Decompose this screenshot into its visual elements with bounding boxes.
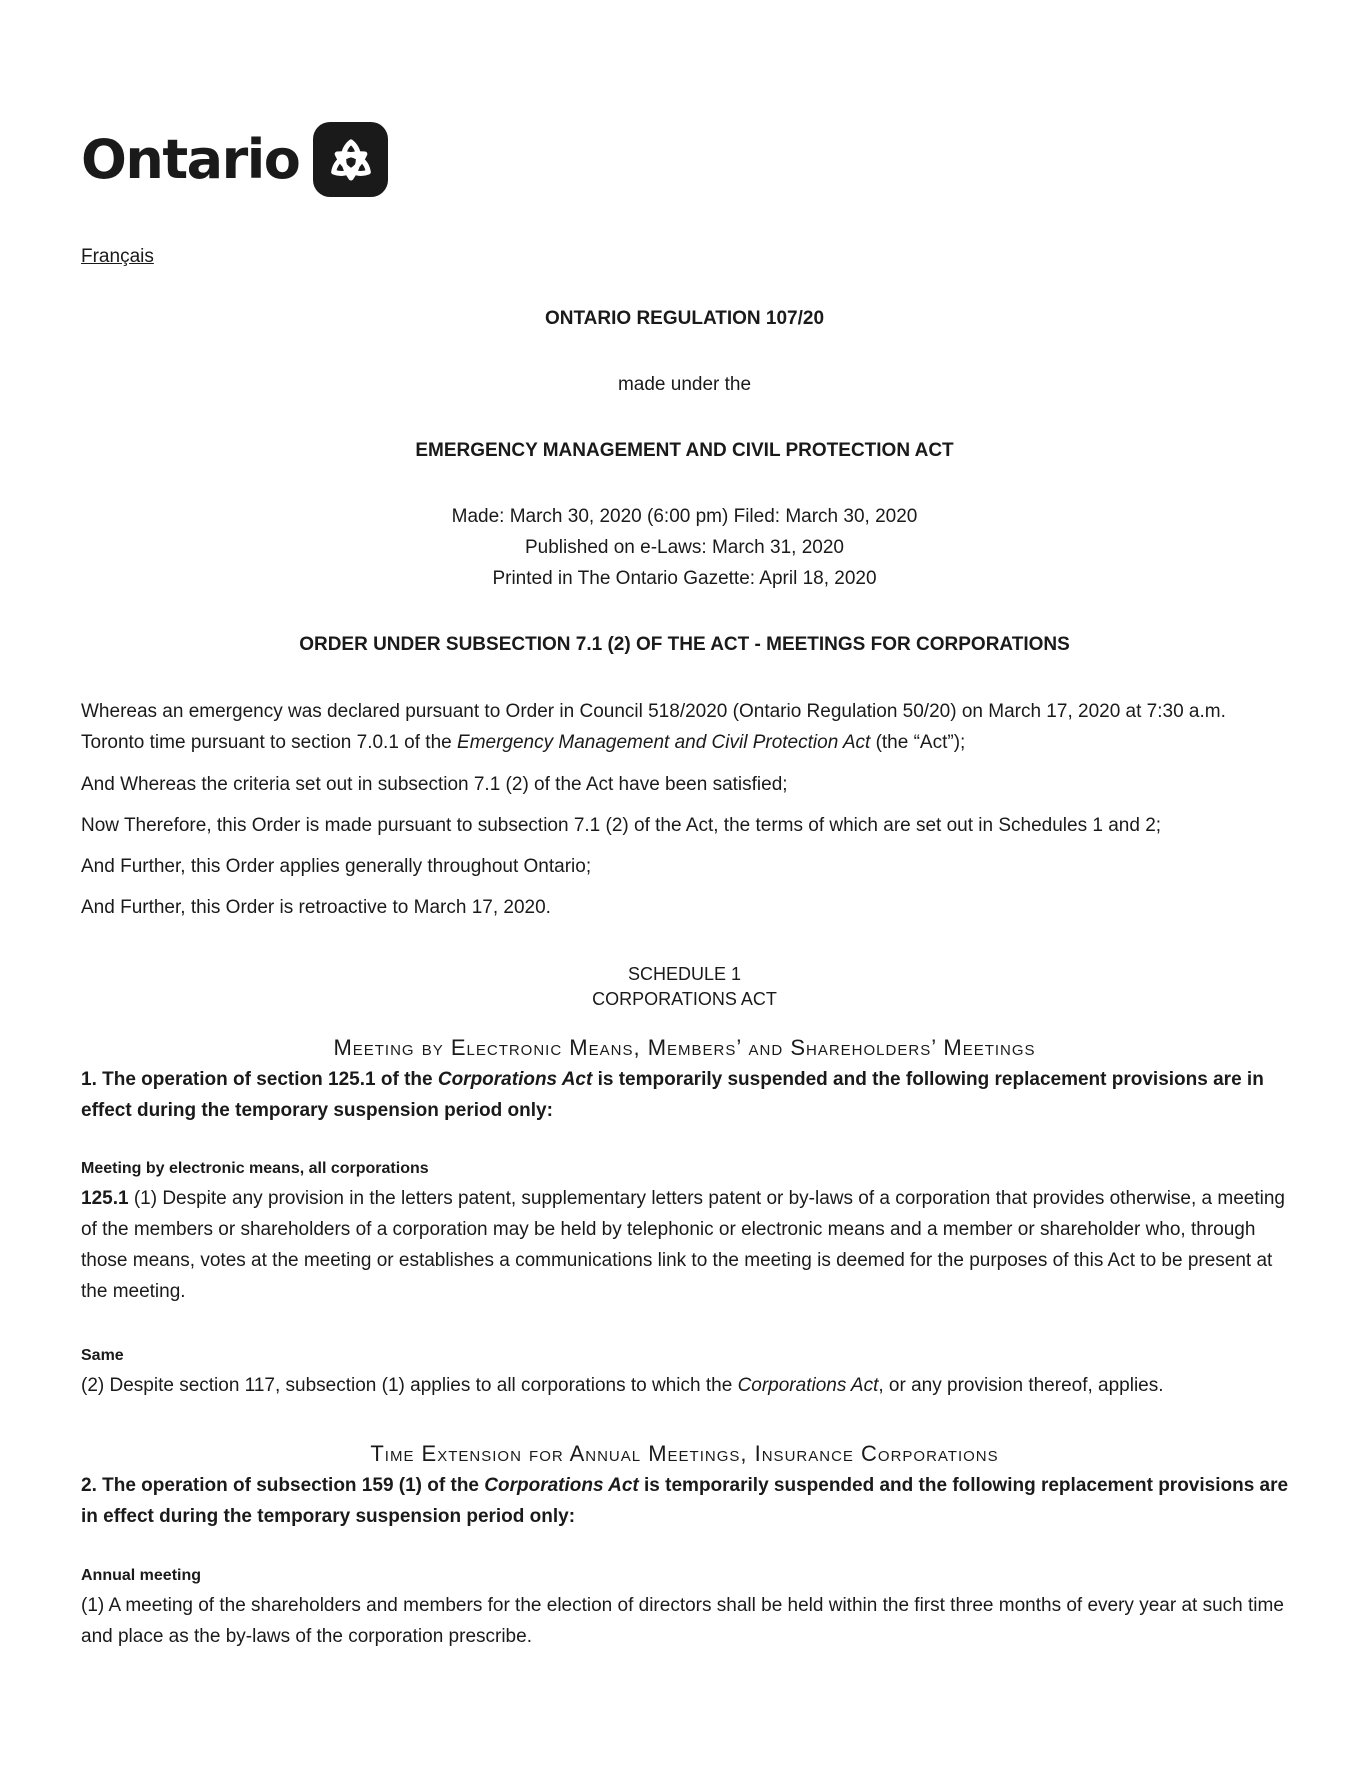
section-1-subheading-2: Same — [81, 1347, 124, 1364]
ontario-logo — [81, 122, 388, 197]
preamble-paragraph-2: And Whereas the criteria set out in subsection 7.1 (2) of the Act have been satisfied; — [81, 774, 788, 795]
regulation-number: ONTARIO REGULATION 107/20 — [544, 308, 825, 329]
section-1-paragraph-2: (2) Despite section 117, subsection (1) applies to all corporations to which the Corporations Act, or any provision thereof, applies. — [81, 1375, 1164, 1396]
published-date: Published on e-Laws: March 31, 2020 — [525, 537, 844, 558]
section-2-heading: Time Extension for Annual Meetings, Insurance Corporations — [370, 1441, 999, 1466]
section-1-paragraph-1: 125.1 (1) Despite any provision in the letters patent, supplementary letters patent or by-laws of a corporation that provides otherwise, a meeting of the members or shareholders of a corporation may be held by telephonic or electronic means and a member or shareholder who, through those means, votes at the meeting or establishes a communications link to the meeting is deemed for the purposes of this Act to be present at the meeting. — [81, 1188, 1285, 1302]
francais-link[interactable]: Français — [81, 246, 154, 267]
made-under-text: made under the — [617, 374, 752, 395]
section-1-subheading-1: Meeting by electronic means, all corporations — [81, 1160, 429, 1177]
printed-date: Printed in The Ontario Gazette: April 18, 2020 — [492, 568, 877, 589]
order-title: ORDER UNDER SUBSECTION 7.1 (2) OF THE ACT - MEETINGS FOR CORPORATIONS — [299, 634, 1070, 655]
section-1-heading: Meeting by Electronic Means, Members’ and Shareholders’ Meetings — [333, 1035, 1036, 1060]
trillium-icon — [313, 122, 388, 197]
ontario-wordmark: Ontario — [81, 128, 300, 191]
act-title: EMERGENCY MANAGEMENT AND CIVIL PROTECTION ACT — [415, 440, 954, 461]
section-2-intro: 2. The operation of subsection 159 (1) of the Corporations Act is temporarily suspended and the following replacement provisions are in effect during the temporary suspension period only: — [81, 1475, 1289, 1527]
preamble-paragraph-3: Now Therefore, this Order is made pursuant to subsection 7.1 (2) of the Act, the terms of which are set out in Schedules 1 and 2; — [81, 815, 1162, 836]
made-filed-dates: Made: March 30, 2020 (6:00 pm) Filed: March 30, 2020 — [451, 506, 918, 527]
schedule-act: CORPORATIONS ACT — [592, 989, 777, 1009]
preamble-paragraph-5: And Further, this Order is retroactive to March 17, 2020. — [81, 897, 551, 918]
section-2-paragraph-1: (1) A meeting of the shareholders and members for the election of directors shall be held within the first three months of every year at such time and place as the by-laws of the corporation prescribe. — [81, 1595, 1284, 1647]
preamble-paragraph-1: Whereas an emergency was declared pursuant to Order in Council 518/2020 (Ontario Regulation 50/20) on March 17, 2020 at 7:30 a.m. Toronto time pursuant to section 7.0.1 of the Emergency Management and Civil Protection Act (the “Act”); — [81, 701, 1226, 753]
section-2-subheading-1: Annual meeting — [81, 1567, 202, 1584]
schedule-label: SCHEDULE 1 — [627, 964, 742, 984]
preamble-paragraph-4: And Further, this Order applies generally throughout Ontario; — [81, 856, 592, 877]
section-1-intro: 1. The operation of section 125.1 of the Corporations Act is temporarily suspended and the following replacement provisions are in effect during the temporary suspension period only: — [81, 1069, 1264, 1121]
